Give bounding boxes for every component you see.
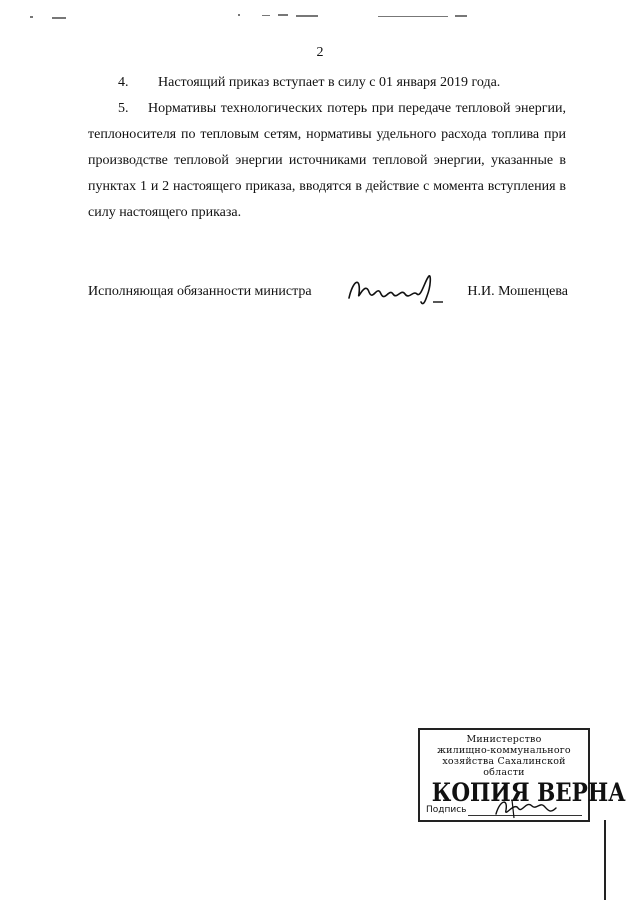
scan-artifacts xyxy=(0,8,640,28)
signatory-name: Н.И. Мошенцева xyxy=(467,284,568,299)
stamp-signature-label: Подпись xyxy=(426,805,467,815)
paragraph-item-5 xyxy=(88,96,566,226)
stamp-title: КОПИЯ ВЕРНА xyxy=(431,778,626,807)
scan-edge-mark xyxy=(604,820,606,900)
item-text: Нормативы технологических потерь при передаче тепловой энергии, теплоносителя по тепловым сетям, нормативы удельного расхода топлива при производстве тепловой энергии источниками тепловой энергии, указанные в пунктах 1 и 2 настоящего приказа, вводятся в действие с момента вступления в силу настоящего приказа. xyxy=(88,101,566,220)
paragraph-item-4 xyxy=(118,70,578,96)
certification-stamp xyxy=(418,728,626,822)
handwritten-signature xyxy=(343,272,463,312)
item-number: 4. xyxy=(118,75,129,90)
stamp-line: жилищно-коммунального xyxy=(437,745,571,756)
stamp-handwritten-signature xyxy=(492,794,562,820)
signature-block xyxy=(88,278,568,318)
item-text: Настоящий приказ вступает в силу с 01 января 2019 года. xyxy=(158,75,501,90)
page-number: 2 xyxy=(316,45,324,60)
item-number: 5. xyxy=(118,101,129,116)
stamp-line: Министерство xyxy=(466,734,542,745)
stamp-line: хозяйства Сахалинской области xyxy=(442,756,566,778)
signatory-role: Исполняющая обязанности министра xyxy=(88,284,312,299)
